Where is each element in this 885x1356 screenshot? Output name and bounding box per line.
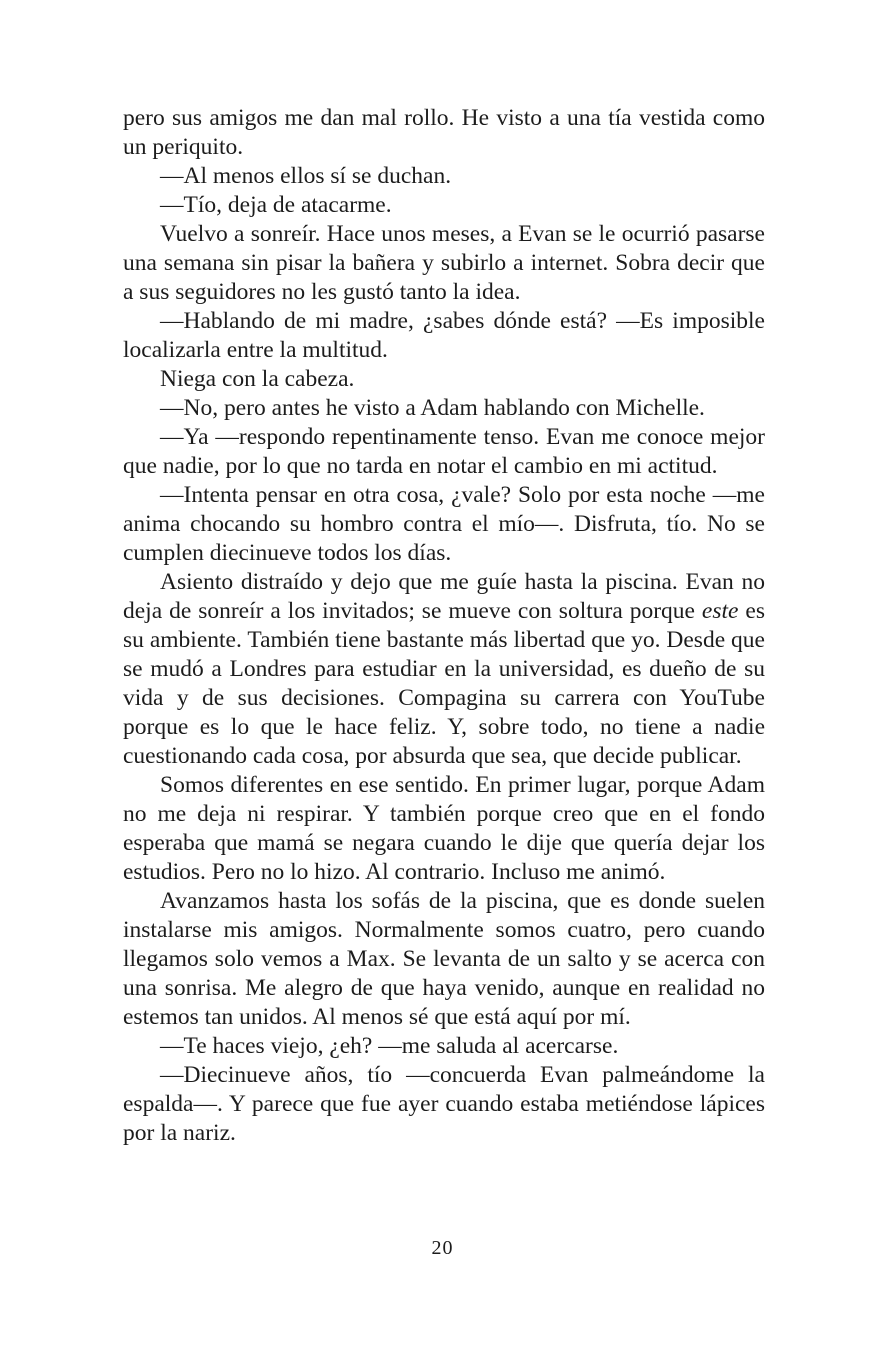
paragraph: Avanzamos hasta los sofás de la piscina, que es donde suelen instalarse mis amigos. Normalmente somos cuatro, pero cuando llegamos solo vemos a Max. Se levanta de un salto y se acerca con una sonrisa. Me alegro de que haya venido, aunque en realidad no estemos tan unidos. Al menos sé que está aquí por mí. [123, 888, 765, 1030]
paragraph: —Ya —respondo repentinamente tenso. Evan me conoce mejor que nadie, por lo que no tarda en notar el cambio en mi actitud. [123, 424, 765, 479]
paragraph: pero sus amigos me dan mal rollo. He visto a una tía vestida como un periquito. [123, 105, 765, 160]
paragraph: —Hablando de mi madre, ¿sabes dónde está? —Es imposible localizarla entre la multitud. [123, 308, 765, 363]
body-text [123, 104, 765, 1148]
paragraph: —Intenta pensar en otra cosa, ¿vale? Solo por esta noche —me anima chocando su hombro contra el mío—. Disfruta, tío. No se cumplen diecinueve todos los días. [123, 482, 765, 566]
page-number: 20 [431, 1237, 454, 1259]
paragraph: Niega con la cabeza. [160, 366, 355, 392]
paragraph: Somos diferentes en ese sentido. En primer lugar, porque Adam no me deja ni respirar. Y también porque creo que en el fondo esperaba que mamá se negara cuando le dije que quería dejar los estudios. Pero no lo hizo. Al contrario. Incluso me animó. [123, 772, 765, 885]
paragraph: —No, pero antes he visto a Adam hablando con Michelle. [160, 395, 705, 421]
paragraph-text: Asiento distraído y dejo que me guíe hasta la piscina. Evan no deja de sonreír a los invitados; se mueve con soltura porque [123, 569, 765, 624]
paragraph: —Diecinueve años, tío —concuerda Evan palmeándome la espalda—. Y parece que fue ayer cuando estaba metiéndose lápices por la nariz. [123, 1062, 765, 1146]
paragraph [123, 568, 765, 771]
paragraph: —Al menos ellos sí se duchan. [160, 163, 452, 189]
paragraph: —Te haces viejo, ¿eh? —me saluda al acercarse. [160, 1033, 619, 1059]
paragraph: —Tío, deja de atacarme. [160, 192, 392, 218]
paragraph: Vuelvo a sonreír. Hace unos meses, a Evan se le ocurrió pasarse una semana sin pisar la bañera y subirlo a internet. Sobra decir que a sus seguidores no les gustó tanto la idea. [123, 221, 765, 305]
emphasis-text: este [701, 598, 739, 624]
paragraph-text: es su ambiente. También tiene bastante más libertad que yo. Desde que se mudó a Londres para estudiar en la universidad, es dueño de su vida y de sus decisiones. Compagina su carrera con YouTube porque es lo que le hace feliz. Y, sobre todo, no tiene a nadie cuestionando cada cosa, por absurda que sea, que decide publicar. [123, 598, 765, 769]
